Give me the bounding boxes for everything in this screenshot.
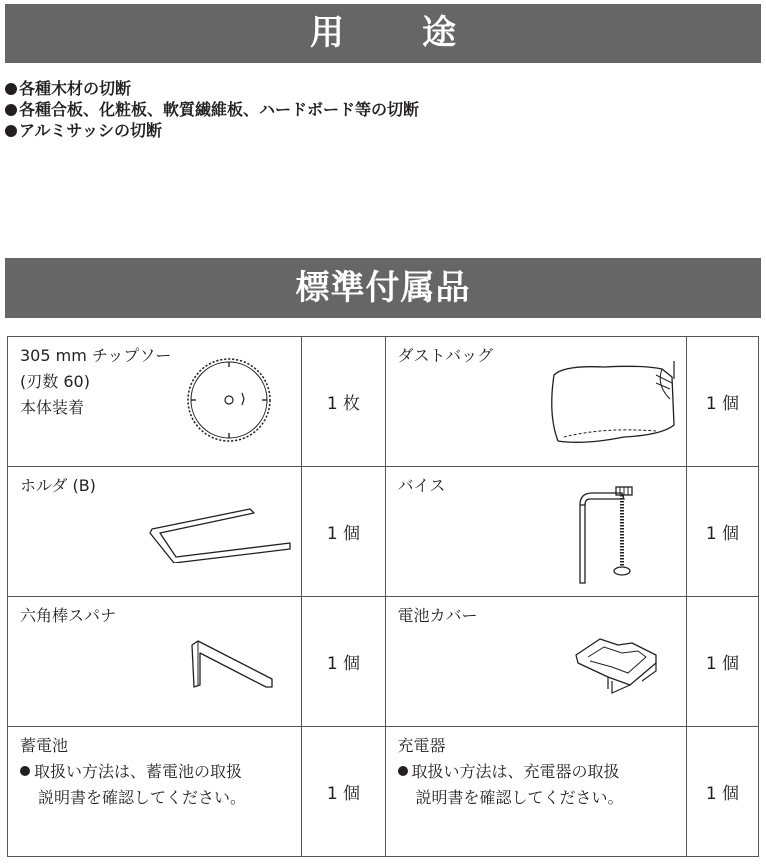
accessory-name: ダストバッグ (397, 346, 494, 365)
saw-blade-icon (184, 355, 274, 445)
accessory-qty: 1 個 (686, 597, 758, 727)
accessory-qty: 1 枚 (302, 337, 385, 467)
accessories-table (7, 336, 759, 857)
accessory-name: ホルダ (B) (20, 476, 96, 495)
accessory-cell-dust-bag (385, 337, 686, 467)
usage-item: 各種合板、化粧板、軟質繊維板、ハードボード等の切断 (5, 99, 419, 120)
accessory-qty: 1 個 (302, 467, 385, 597)
accessory-qty: 1 個 (302, 597, 385, 727)
accessory-cell-holder (8, 467, 302, 597)
usage-list (5, 78, 419, 141)
usage-item: アルミサッシの切断 (5, 120, 419, 141)
battery-cover-icon (572, 633, 662, 695)
accessory-spec: (刃数 60) (20, 372, 90, 391)
accessory-cell-battery-cover (385, 597, 686, 727)
accessory-name: バイス (397, 476, 446, 495)
accessory-cell-hex-wrench (8, 597, 302, 727)
accessory-qty: 1 個 (302, 727, 385, 857)
accessory-name: 蓄電池 (20, 736, 69, 755)
holder-icon (146, 503, 296, 563)
accessory-name: 六角棒スパナ (20, 606, 117, 625)
accessory-name: 電池カバー (397, 606, 478, 625)
usage-item: 各種木材の切断 (5, 78, 419, 99)
accessory-note: 取扱い方法は、充電器の取扱 説明書を確認してください。 (398, 759, 624, 811)
vise-icon (572, 481, 652, 585)
accessory-note: 本体装着 (20, 398, 85, 417)
accessory-cell-vise (385, 467, 686, 597)
accessories-heading: 標準付属品 (5, 258, 761, 318)
accessory-name: 305 mm チップソー (20, 346, 172, 365)
dust-bag-icon (544, 355, 684, 447)
accessory-cell-battery (8, 727, 302, 857)
usage-heading: 用 途 (5, 4, 761, 63)
accessory-cell-charger (385, 727, 686, 857)
hex-wrench-icon (188, 637, 278, 693)
accessory-cell-saw (8, 337, 302, 467)
accessory-name: 充電器 (397, 736, 446, 755)
accessory-qty: 1 個 (686, 467, 758, 597)
accessory-qty: 1 個 (686, 337, 758, 467)
accessory-qty: 1 個 (686, 727, 758, 857)
accessory-note: 取扱い方法は、蓄電池の取扱 説明書を確認してください。 (20, 759, 246, 811)
